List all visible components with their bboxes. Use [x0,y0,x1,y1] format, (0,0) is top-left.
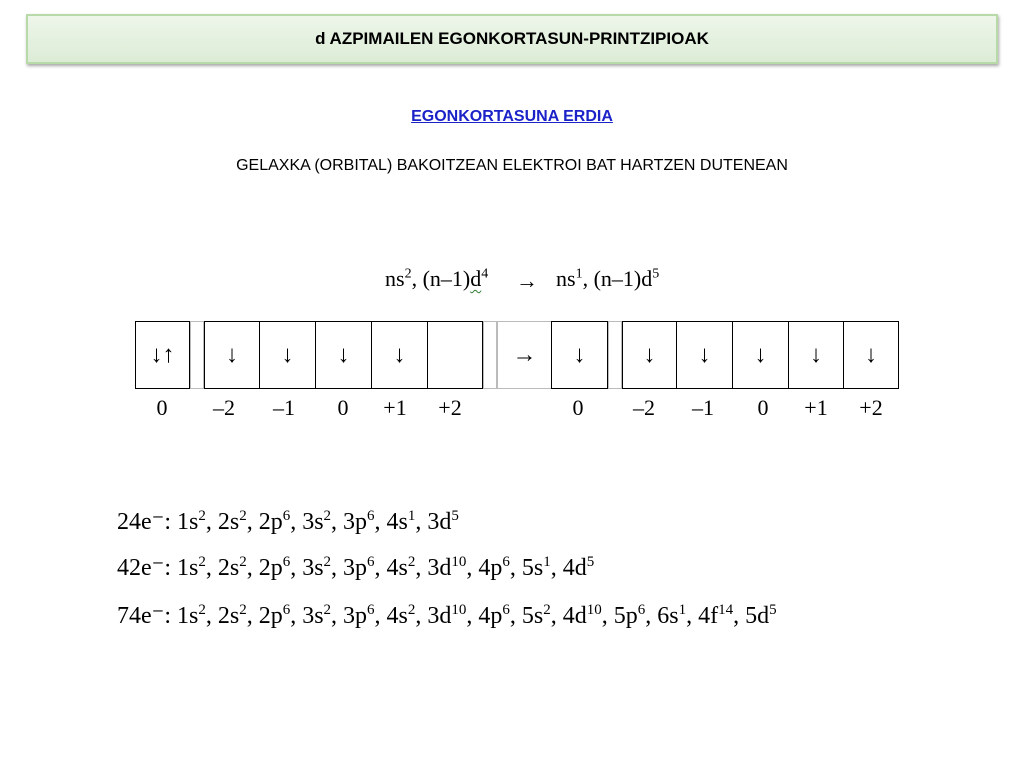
orbital-term: $5p^6$ [613,602,646,629]
right-d-orbital-box: ↓ [843,321,899,389]
orbital-term: $5s^2$ [521,602,551,629]
orbital-term: $3d^{10}$ [427,602,467,629]
orbital-term: $4s^1$ [386,508,416,535]
left-d-orbital-box: ↓ [371,321,428,389]
orbital-term: $5s^1$ [521,554,551,581]
orbital-term: $2s^2$ [217,508,247,535]
orbital-term: $2s^2$ [217,554,247,581]
orbital-term: $1s^2$ [177,508,206,535]
orbital-label: –1 [273,395,295,420]
orbital-label: 0 [337,395,349,420]
left-configuration: $ns^2$, $(n-1)d^4$ [385,266,489,291]
orbital-term: $5d^5$ [745,602,777,629]
orbital-term: $3p^6$ [343,554,375,581]
orbital-term: $1s^2$ [177,554,206,581]
orbital-label: –2 [633,395,655,420]
orbital-term: $3d^{10}$ [427,554,467,581]
right-s-orbital-box: ↓ [551,321,608,389]
electron-configuration-74: 74e⁻: $1s^2$, $2s^2$, $2p^6$, $3s^2$, $3p^6$, $4s^2$, $3d^{10}$, $4p^6$, $5s^2$, $4d^{10}$, $5p^6$, $6s^1$, $4f^{14}$, $5d^5$ [117,602,777,629]
orbital-gap [483,321,497,389]
orbital-term: $3d^5$ [427,508,459,535]
orbital-term: $2p^6$ [258,602,291,629]
right-d-orbital-box: ↓ [676,321,733,389]
section-description: GELAXKA (ORBITAL) BAKOITZEAN ELEKTROI BAT HARTZEN DUTENEAN [236,157,788,174]
orbital-label: –1 [692,395,714,420]
orbital-term: $4s^2$ [386,602,416,629]
orbital-term: $4s^2$ [386,554,416,581]
orbital-term: $3p^6$ [343,508,375,535]
orbital-label: –2 [213,395,235,420]
left-d-orbital-box: ↓ [204,321,260,389]
orbital-term: $3s^2$ [302,602,332,629]
orbital-term: $6s^1$ [657,602,687,629]
electron-configuration-42: 42e⁻: $1s^2$, $2s^2$, $2p^6$, $3s^2$, $3p^6$, $4s^2$, $3d^{10}$, $4p^6$, $5s^1$, $4d^5$ [117,554,595,581]
right-d-orbital-box: ↓ [788,321,844,389]
right-configuration: $ns^1$, $(n-1)d^5$ [556,266,660,291]
left-d-orbital-box: ↓ [259,321,316,389]
orbital-term: $4p^6$ [478,602,510,629]
orbital-term: $2p^6$ [258,508,291,535]
orbital-gap [608,321,622,389]
orbital-term: $1s^2$ [177,602,206,629]
orbital-term: $3s^2$ [302,554,332,581]
orbital-term: $4f^{14}$ [698,602,734,629]
orbital-label: 0 [156,395,168,420]
orbital-term: $3s^2$ [302,508,332,535]
orbital-term: $4p^6$ [478,554,510,581]
orbital-term: $3p^6$ [343,602,375,629]
electron-configuration-24: 24e⁻: $1s^2$, $2s^2$, $2p^6$, $3s^2$, $3p^6$, $4s^1$, $3d^5$ [117,508,459,535]
orbital-label: 0 [572,395,584,420]
orbital-term: $2p^6$ [258,554,291,581]
orbital-label: +1 [383,395,407,420]
configuration-label: 42e⁻: [117,555,177,581]
configuration-label: 74e⁻: [117,603,177,629]
middle-arrow-box: → [497,321,552,389]
orbital-label: +2 [438,395,462,420]
configuration-label: 24e⁻: [117,509,177,535]
orbital-label: +1 [804,395,828,420]
orbital-label: 0 [757,395,769,420]
orbital-term: $2s^2$ [217,602,247,629]
left-d-orbital-box: ↓ [315,321,372,389]
left-d-orbital-box [427,321,483,389]
right-d-orbital-box: ↓ [622,321,677,389]
orbital-term: $4d^5$ [562,554,595,581]
orbital-gap [190,321,204,389]
transition-arrow: → [516,268,538,293]
orbital-term: $4d^{10}$ [562,602,602,629]
page-title: d AZPIMAILEN EGONKORTASUN-PRINTZIPIOAK [315,29,709,48]
right-d-orbital-box: ↓ [732,321,789,389]
left-s-orbital-box: ↓↑ [135,321,190,389]
title-banner [26,14,998,64]
orbital-label: +2 [859,395,883,420]
section-subheading: EGONKORTASUNA ERDIA [411,108,613,125]
